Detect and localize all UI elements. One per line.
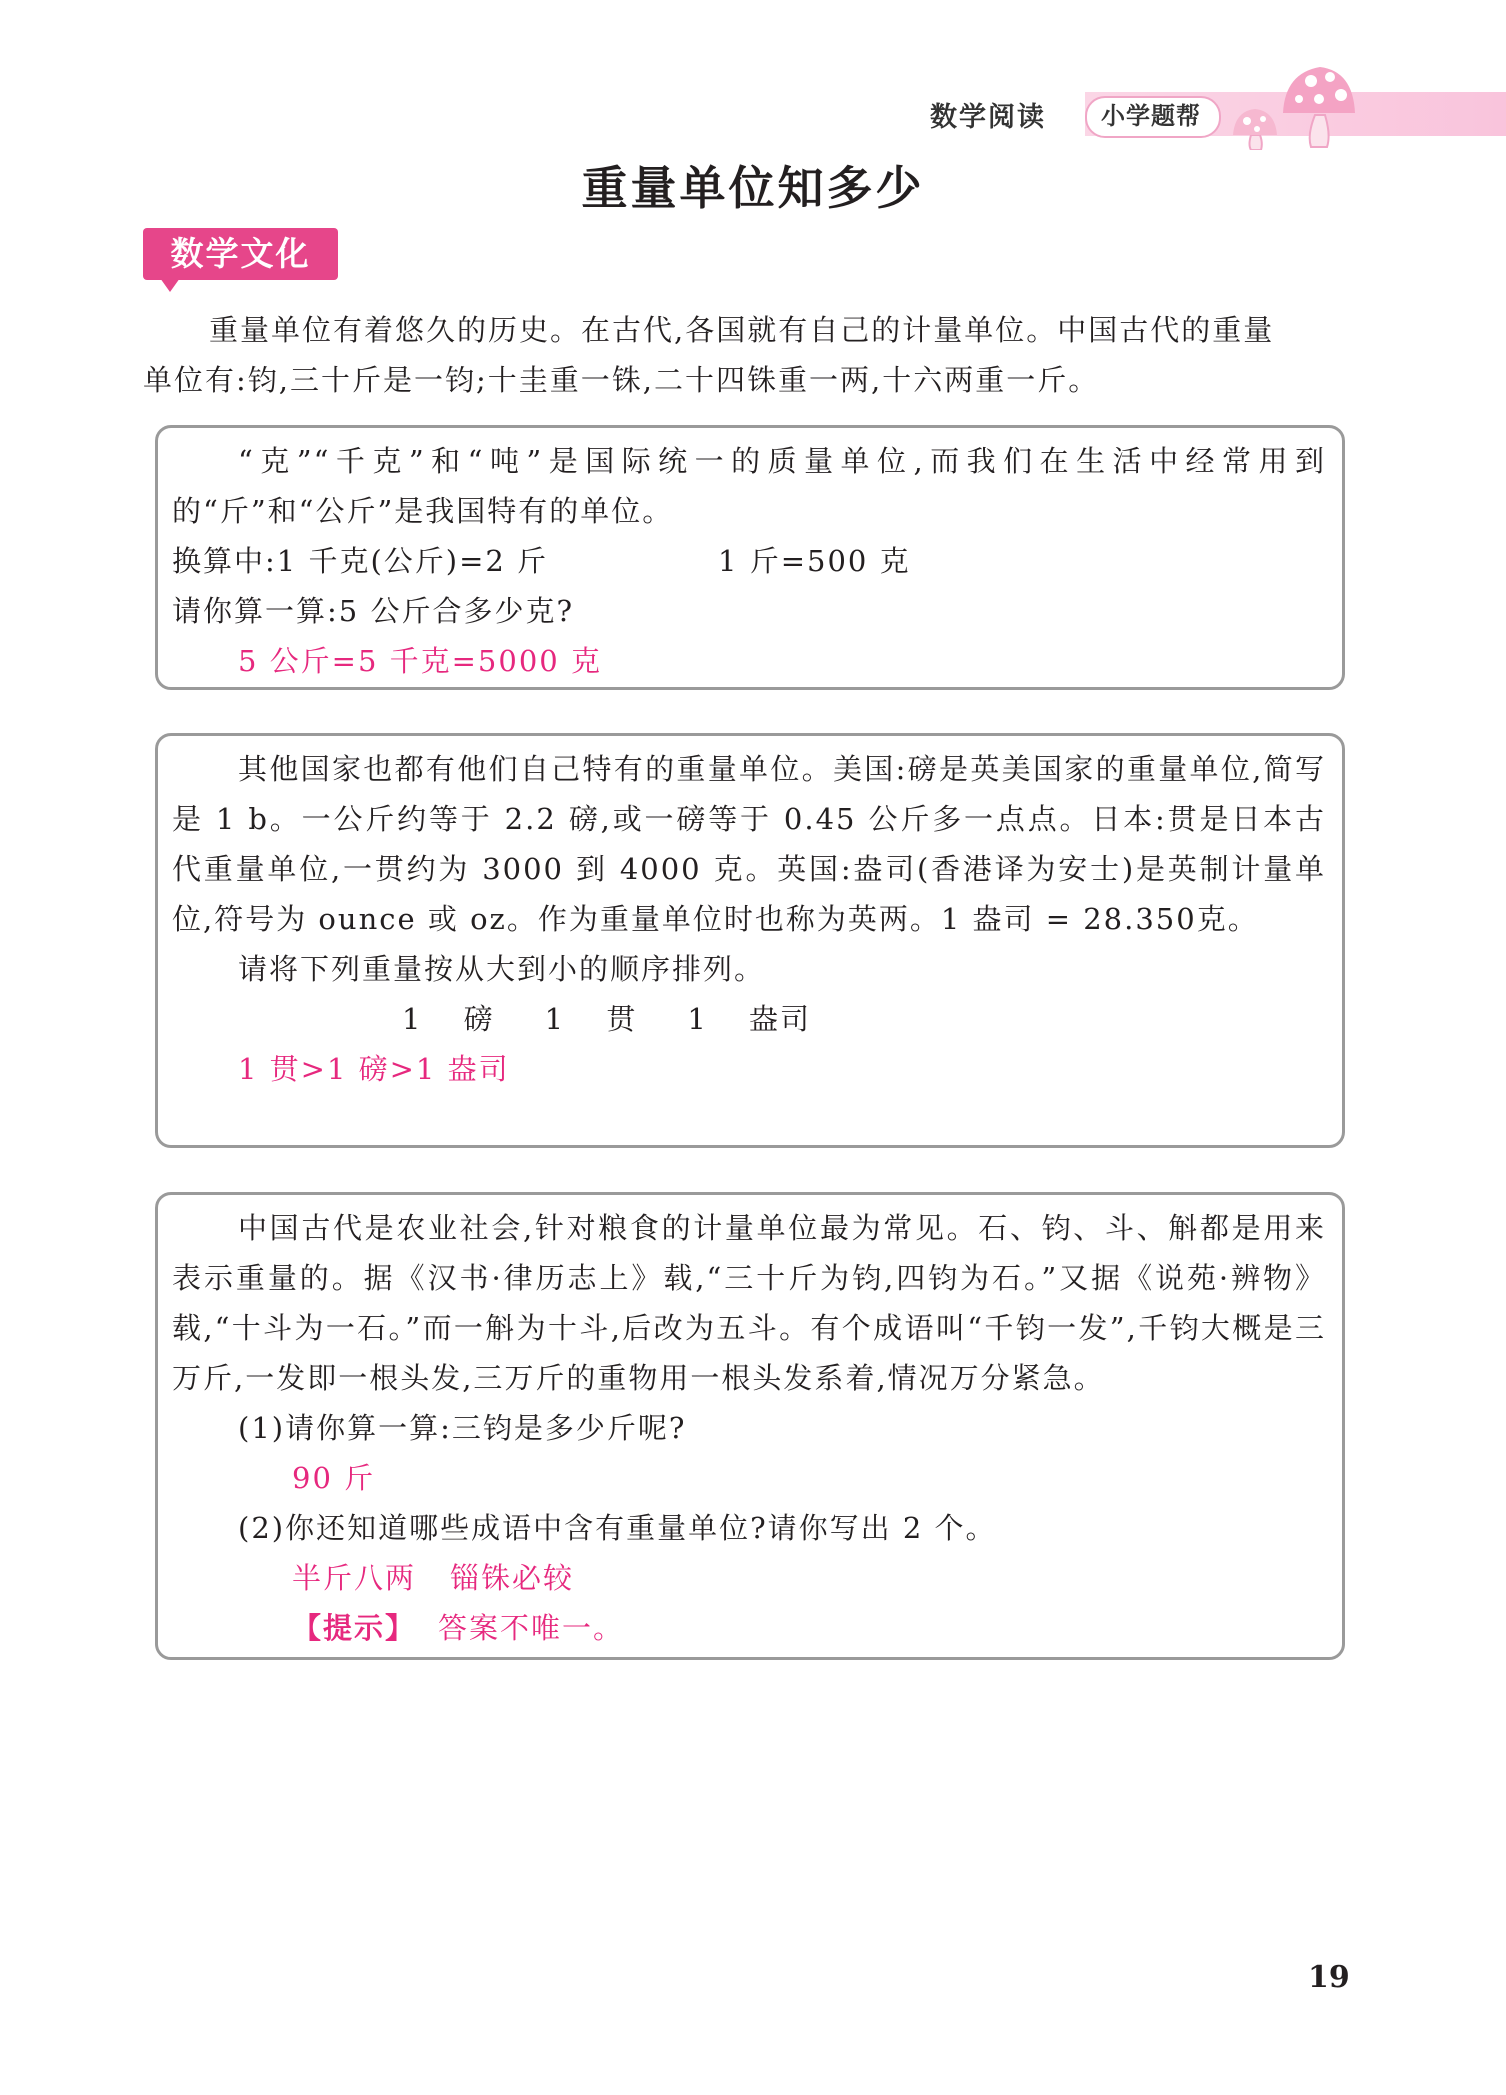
- box-foreign-units: [155, 733, 1345, 1148]
- hint-label: 【提示】: [292, 1611, 417, 1645]
- page-number: 19: [1308, 1960, 1350, 1995]
- box3-hint: [172, 1603, 1326, 1653]
- intro-line-1: 重量单位有着悠久的历史。在古代,各国就有自己的计量单位。中国古代的重量: [209, 313, 1275, 347]
- option-ounce: 1 盎司: [687, 1002, 812, 1036]
- box2-answer: 1 贯>1 磅>1 盎司: [238, 1052, 510, 1086]
- box1-conversion-left: 换算中:1 千克(公斤)=2 斤: [172, 544, 549, 578]
- box2-paragraph: 其他国家也都有他们自己特有的重量单位。美国:磅是英美国家的重量单位,简写是 1 b。一公斤约等于 2.2 磅,或一磅等于 0.45 公斤多一点点。日本:贯是日本古代重量单位,一贯约为 3000 到 4000 克。英国:盎司(香港译为安士)是英制计量单位,符号为 ounce 或 oz。作为重量单位时也称为英两。1 盎司 = 28.350克。: [172, 752, 1326, 936]
- section-tag-tail: [160, 278, 180, 292]
- intro-line-2: 单位有:钧,三十斤是一钧;十圭重一铢,二十四铢重一两,十六两重一斤。: [143, 363, 1100, 397]
- option-pound: 1 磅: [402, 1002, 495, 1036]
- box2-instruction: 请将下列重量按从大到小的顺序排列。: [238, 952, 766, 986]
- mushroom-icon: [1215, 55, 1355, 150]
- box-ancient-units: [155, 1192, 1345, 1660]
- box2-options: [172, 994, 1326, 1044]
- header-reading-label: 数学阅读: [930, 102, 1046, 133]
- idiom-2: 锱铢必较: [450, 1561, 575, 1595]
- header-brand-label: 小学题帮: [1085, 96, 1221, 138]
- section-tag: 数学文化: [143, 228, 338, 280]
- box-metric-units: [155, 425, 1345, 690]
- box3-idioms: [172, 1553, 1326, 1603]
- box1-conversion: [172, 536, 1326, 586]
- intro-paragraph: [143, 305, 1358, 405]
- option-kan: 1 贯: [544, 1002, 638, 1036]
- box3-paragraph: 中国古代是农业社会,针对粮食的计量单位最为常见。石、钧、斗、斛都是用来表示重量的。据《汉书·律历志上》载,“三十斤为钧,四钧为石。”又据《说苑·辨物》载,“十斗为一石。”而一斛为十斗,后改为五斗。有个成语叫“千钧一发”,千钧大概是三万斤,一发即一根头发,三万斤的重物用一根头发系着,情况万分紧急。: [172, 1211, 1326, 1395]
- box3-question-2: (2)你还知道哪些成语中含有重量单位?请你写出 2 个。: [238, 1511, 997, 1545]
- box3-question-1: (1)请你算一算:三钧是多少斤呢?: [238, 1411, 687, 1445]
- box1-paragraph: “克”“千克”和“吨”是国际统一的质量单位,而我们在生活中经常用到的“斤”和“公斤”是我国特有的单位。: [172, 444, 1326, 528]
- box1-question: 请你算一算:5 公斤合多少克?: [172, 594, 574, 628]
- idiom-1: 半斤八两: [292, 1561, 417, 1595]
- page-title: 重量单位知多少: [581, 161, 925, 215]
- box3-answer-1: 90 斤: [292, 1461, 376, 1495]
- hint-text: 答案不唯一。: [438, 1611, 625, 1645]
- box1-conversion-right: 1 斤=500 克: [718, 544, 911, 578]
- box1-answer: 5 公斤=5 千克=5000 克: [238, 644, 602, 678]
